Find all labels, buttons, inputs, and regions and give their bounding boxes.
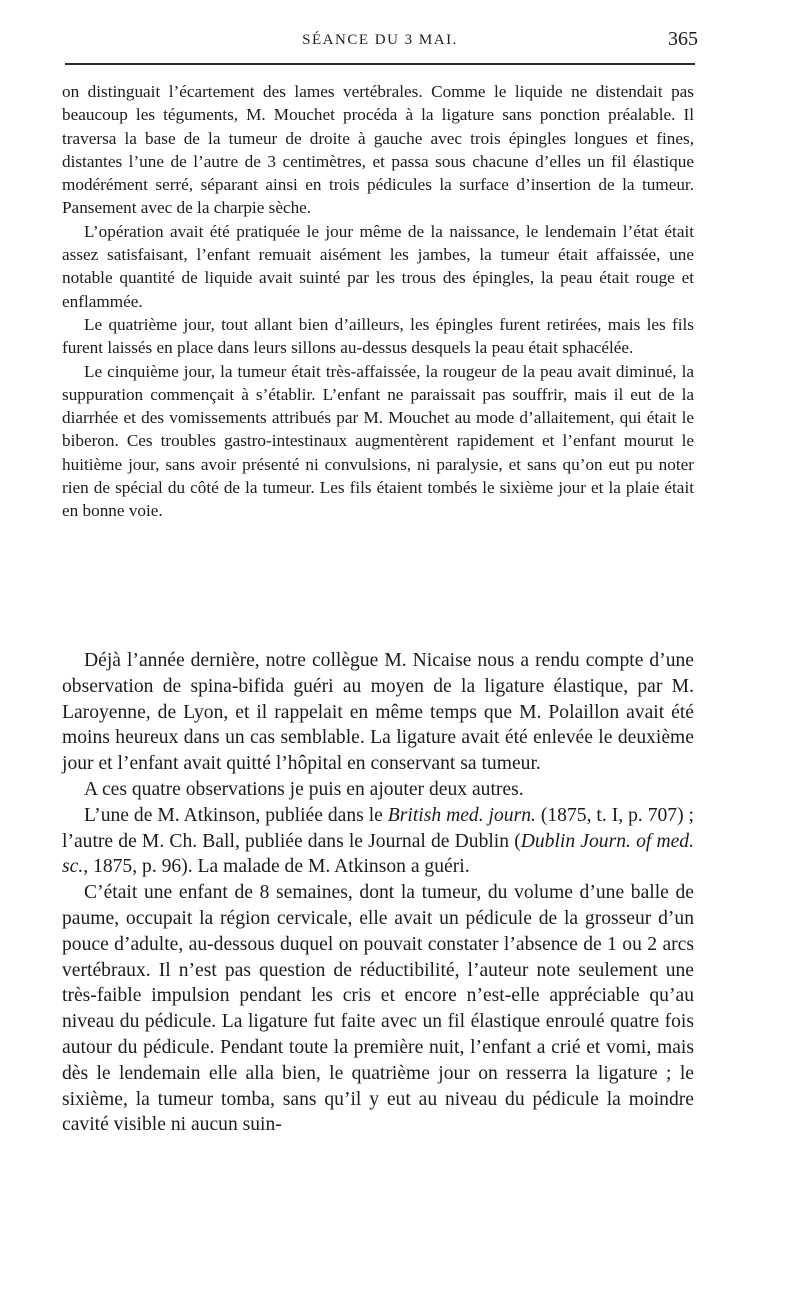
small-paragraph-2: L’opération avait été pratiquée le jour même de la naissance, le lendemain l’état était assez satisfaisant, l’enfant remuait aisément les jambes, la tumeur était affaissée, une notable quantité de liquide avait suinté par les trous des épingles, la peau était rouge et enflammée. bbox=[62, 221, 694, 311]
small-print-section bbox=[62, 80, 694, 523]
ref-text-3: , 1875, p. 96). La malade de M. Atkinson a guéri. bbox=[83, 856, 470, 878]
running-head: SÉANCE DU 3 MAI. bbox=[302, 32, 458, 48]
small-paragraph-3: Le quatrième jour, tout allant bien d’ailleurs, les épingles furent retirées, mais les fils furent laissés en place dans leurs sillons au-dessus desquels la peau était sphacélée. bbox=[62, 314, 694, 358]
ref-text-2: (1875, t. I, p. 707) ; l’autre de M. Ch. Ball, publiée dans le Journal de Dublin ( bbox=[62, 804, 694, 852]
page-number: 365 bbox=[668, 28, 698, 50]
small-paragraph-1: on distinguait l’écartement des lames vertébrales. Comme le liquide ne distendait pas beaucoup les téguments, M. Mouchet procéda à la ligature sans ponction préalable. Il traversa la base de la tumeur de droite à gauche avec trois épingles longues et fines, distantes l’une de l’autre de 3 centimètres, et passa sous chacune d’elles un fil élastique modérément serré, séparant ainsi en trois pédicules la surface d’insertion de la tumeur. Pansement avec de la charpie sèche. bbox=[62, 82, 694, 218]
page-header bbox=[62, 28, 698, 54]
ref-text-1: L’une de M. Atkinson, publiée dans le bbox=[84, 804, 388, 826]
paragraph-references bbox=[62, 803, 694, 880]
paragraph-nicaise: Déjà l’année dernière, notre collègue M. Nicaise nous a rendu compte d’une observation de spina-bifida guéri au moyen de la ligature élastique, par M. Laroyenne, de Lyon, et il rappelait en même temps que M. Polaillon avait été moins heureux dans un cas semblable. La ligature avait été enlevée le deuxième jour et l’enfant avait quitté l’hôpital en conservant sa tumeur. bbox=[62, 650, 694, 775]
paragraph-case-description: C’était une enfant de 8 semaines, dont la tumeur, du volume d’une balle de paume, occupait la région cervicale, elle avait un pédicule de la grosseur d’un pouce d’adulte, au-dessous duquel on pouvait constater l’absence de 1 ou 2 arcs vertébraux. Il n’est pas question de réductibilité, l’auteur note seulement une très-faible impulsion pendant les cris et encore n’est-elle appréciable qu’au niveau du pédicule. La ligature fut faite avec un fil élastique enroulé quatre fois autour du pédicule. Pendant toute la première nuit, l’enfant a crié et vomi, mais dès le lendemain elle alla bien, le quatrième jour on resserra la ligature ; le sixième, la tumeur tomba, sans qu’il y eut au niveau du pédicule la moindre cavité visible ni aucun suin- bbox=[62, 882, 694, 1136]
main-text-section bbox=[62, 648, 694, 1138]
journal-title-dublin: Dublin Journ. of med. sc. bbox=[62, 830, 694, 878]
small-paragraph-4: Le cinquième jour, la tumeur était très-affaissée, la rougeur de la peau avait diminué, la suppuration commençait à s’établir. L’enfant ne paraissait pas souffrir, mais il eut de la diarrhée et des vomissements attribués par M. Mouchet au mode d’allaitement, qui était le biberon. Ces troubles gastro-intestinaux augmentèrent rapidement et l’enfant mourut le huitième jour, sans avoir présenté ni convulsions, ni paralysie, et sans qu’on eut pu noter rien de spécial du côté de la tumeur. Les fils étaient tombés le sixième jour et la plaie était en bonne voie. bbox=[62, 361, 694, 521]
header-rule bbox=[65, 63, 695, 65]
paragraph-four-observations: A ces quatre observations je puis en ajouter deux autres. bbox=[84, 778, 524, 800]
journal-title-british: British med. journ. bbox=[387, 804, 536, 826]
